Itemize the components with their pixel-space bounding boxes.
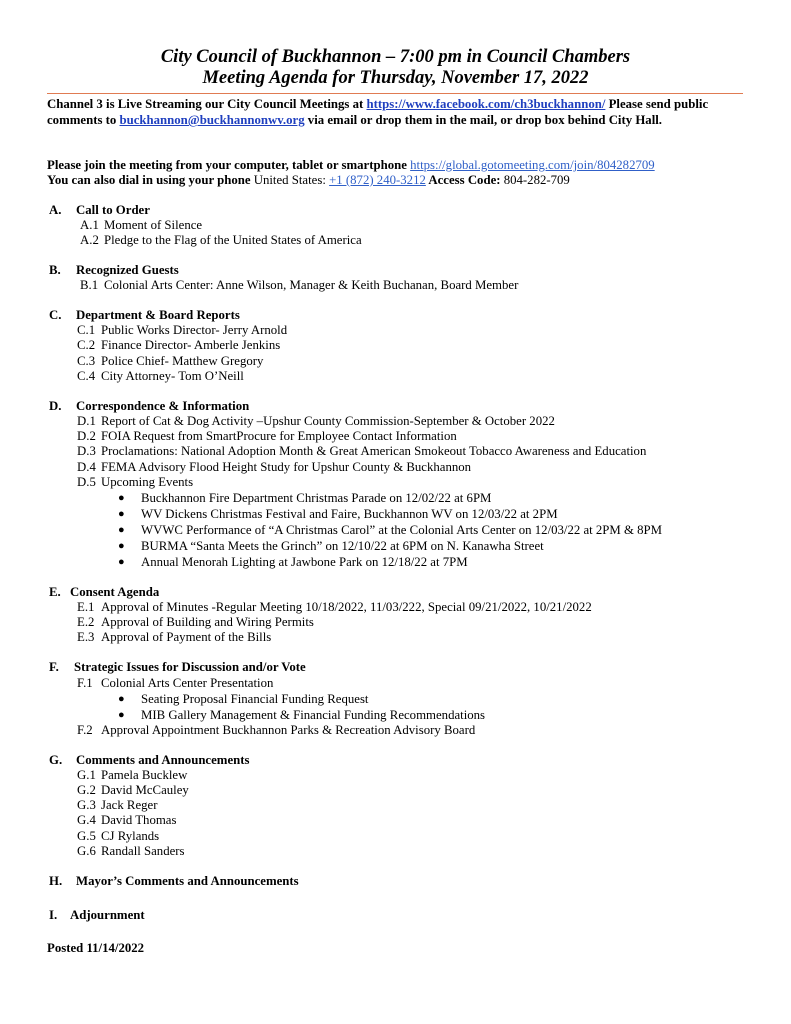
agenda-item-d4: D.4 FEMA Advisory Flood Height Study for Upshur County & Buckhannon <box>77 460 472 474</box>
agenda-item-g2: G.2 David McCauley <box>77 783 189 797</box>
agenda-item-g1: G.1 Pamela Bucklew <box>77 768 188 782</box>
streaming-notice <box>47 96 747 128</box>
bullet-icon: ● <box>118 540 125 552</box>
dial-country: United States: <box>253 173 330 187</box>
agenda-item-f2: F.2 Approval Appointment Buckhannon Parks & Recreation Advisory Board <box>77 723 476 737</box>
agenda-item-e2: E.2 Approval of Building and Wiring Permits <box>77 615 314 629</box>
agenda-item-g6: G.6 Randall Sanders <box>77 844 185 858</box>
gotomeeting-link[interactable]: https://global.gotomeeting.com/join/804282709 <box>410 158 655 172</box>
agenda-item-e3: E.3 Approval of Payment of the Bills <box>77 630 272 644</box>
agenda-item-g4: G.4 David Thomas <box>77 813 177 827</box>
section-b-heading: B. Recognized Guests <box>49 263 179 277</box>
section-a-heading: A. Call to Order <box>49 203 150 217</box>
bullet-icon: ● <box>118 556 125 568</box>
join-line <box>47 157 747 173</box>
agenda-page: City Council of Buckhannon – 7:00 pm in Council Chambers Meeting Agenda for Thursday, November 17, 2022 Channel 3 is Live Streaming our City Council Meetings at https://www.facebook.com/ch3buckhannon/ Please send public comments to buckhannon@buckhannonwv.org via email or drop them in the mail, or drop box behind City Hall. Please join the meeting from your computer, tablet or smartphone https://global.gotomeeting.com/join/804282709 You can also dial in using your phone United States: +1 (872) 240-3212 Access Code: 804-282-709 A. Call to Order A.1 Moment of Silence A.2 Pledge to the Flag of the United States of America B. Recognized Guests B.1 Colonial Arts Center: Anne Wilson, Manager & Keith Buchanan, Board Member C. Department & Board Reports C.1 Public Works Director- Jerry Arnold C.2 Finance Director- Amberle Jenkins C.3 Police Chief- Matthew Gregory C.4 City Attorney- Tom O’Neill D. Correspondence & Information D.1 Report of Cat & Dog Activity –Upshur County Commission-September & October 2022 D.2 FOIA Request from SmartProcure for Employee Contact Information D.3 Proclamations: National Adoption Month & Great American Smokeout Tobacco Awareness and Education D.4 FEMA Advisory Flood Height Study for Upshur County & Buckhannon D.5 Upcoming Events ● Buckhannon Fire Department Christmas Parade on 12/02/22 at 6PM ● WV Dickens Christmas Festival and Faire, Buckhannon WV on 12/03/22 at 2PM ● WVWC Performance of “A Christmas Carol” at the Colonial Arts Center on 12/03/22 at 2PM & 8PM ● BURMA “Santa Meets the Grinch” on 12/10/22 at 6PM on N. Kanawha Street ● Annual Menorah Lighting at Jawbone Park on 12/18/22 at 7PM E. Consent Agenda E.1 Approval of Minutes -Regular Meeting 10/18/2022, 11/03/222, Special 09/21/2022, 10/21/2022 E.2 Approval of Building and Wiring Permits E.3 Approval of Payment of the Bills F. Strategic Issues for Discussion and/or Vote F.1 Colonial Arts Center Presentation ● Seating Proposal Financial Funding Request ● MIB Gallery Management & Financial Funding Recommendations F.2 Approval Appointment Buckhannon Parks & Recreation Advisory Board G. Comments and Announcements G.1 Pamela Bucklew G.2 David McCauley G.3 Jack Reger G.4 David Thomas G.5 CJ Rylands G.6 Randall Sanders H. Mayor’s Comments and Announcements I. Adjournment Posted 11/14/2022 <box>0 0 791 1024</box>
agenda-item-c2: C.2 Finance Director- Amberle Jenkins <box>77 338 281 352</box>
section-e-heading: E. Consent Agenda <box>49 585 160 599</box>
bullet-icon: ● <box>118 524 125 536</box>
agenda-item-a1: A.1 Moment of Silence <box>80 218 203 232</box>
access-label: Access Code: <box>428 173 501 187</box>
dial-number-link[interactable]: +1 (872) 240-3212 <box>329 173 426 187</box>
agenda-item-c3: C.3 Police Chief- Matthew Gregory <box>77 354 264 368</box>
agenda-item-g3: G.3 Jack Reger <box>77 798 158 812</box>
agenda-item-d3: D.3 Proclamations: National Adoption Month & Great American Smokeout Tobacco Awareness and Education <box>77 444 647 458</box>
section-g-heading: G. Comments and Announcements <box>49 753 250 767</box>
title-divider <box>47 93 743 94</box>
section-c-heading: C. Department & Board Reports <box>49 308 240 322</box>
agenda-item-c1: C.1 Public Works Director- Jerry Arnold <box>77 323 288 337</box>
agenda-title-line1: City Council of Buckhannon – 7:00 pm in Council Chambers <box>160 47 631 67</box>
agenda-item-d1: D.1 Report of Cat & Dog Activity –Upshur County Commission-September & October 2022 <box>77 414 555 428</box>
section-d-heading: D. Correspondence & Information <box>49 399 250 413</box>
posted-date: Posted 11/14/2022 <box>47 941 145 955</box>
facebook-link[interactable]: https://www.facebook.com/ch3buckhannon/ <box>366 97 606 111</box>
bullet-icon: ● <box>118 508 125 520</box>
bullet-icon: ● <box>118 492 125 504</box>
agenda-item-c4: C.4 City Attorney- Tom O’Neill <box>77 369 244 383</box>
dial-text: You can also dial in using your phone <box>47 173 254 187</box>
bullet-icon: ● <box>118 693 125 705</box>
section-f-heading: F. Strategic Issues for Discussion and/or Vote <box>49 660 306 674</box>
section-h-heading: H. Mayor’s Comments and Announcements <box>49 874 299 888</box>
agenda-item-g5: G.5 CJ Rylands <box>77 829 160 843</box>
stream-suffix: Please send public comments to <box>47 97 709 127</box>
agenda-item-d5: D.5 Upcoming Events <box>77 475 194 489</box>
email-suffix: via email or drop them in the mail, or drop box behind City Hall. <box>304 113 663 127</box>
agenda-title-line2: Meeting Agenda for Thursday, November 17, 2022 <box>202 68 589 88</box>
agenda-item-b1: B.1 Colonial Arts Center: Anne Wilson, Manager & Keith Buchanan, Board Member <box>80 278 519 292</box>
agenda-item-a2: A.2 Pledge to the Flag of the United States of America <box>80 233 362 247</box>
agenda-item-d2: D.2 FOIA Request from SmartProcure for Employee Contact Information <box>77 429 457 443</box>
dial-line <box>47 172 747 188</box>
agenda-item-e1: E.1 Approval of Minutes -Regular Meeting 10/18/2022, 11/03/222, Special 09/21/2022, 10/21/2022 <box>77 600 592 614</box>
agenda-item-f1: F.1 Colonial Arts Center Presentation <box>77 676 274 690</box>
join-text: Please join the meeting from your computer, tablet or smartphone <box>47 158 411 172</box>
bullet-icon: ● <box>118 709 125 721</box>
section-i-heading: I. Adjournment <box>49 908 145 922</box>
access-code: 804-282-709 <box>500 173 570 187</box>
stream-prefix: Channel 3 is Live Streaming our City Council Meetings at <box>47 97 367 111</box>
email-link[interactable]: buckhannon@buckhannonwv.org <box>119 113 305 127</box>
